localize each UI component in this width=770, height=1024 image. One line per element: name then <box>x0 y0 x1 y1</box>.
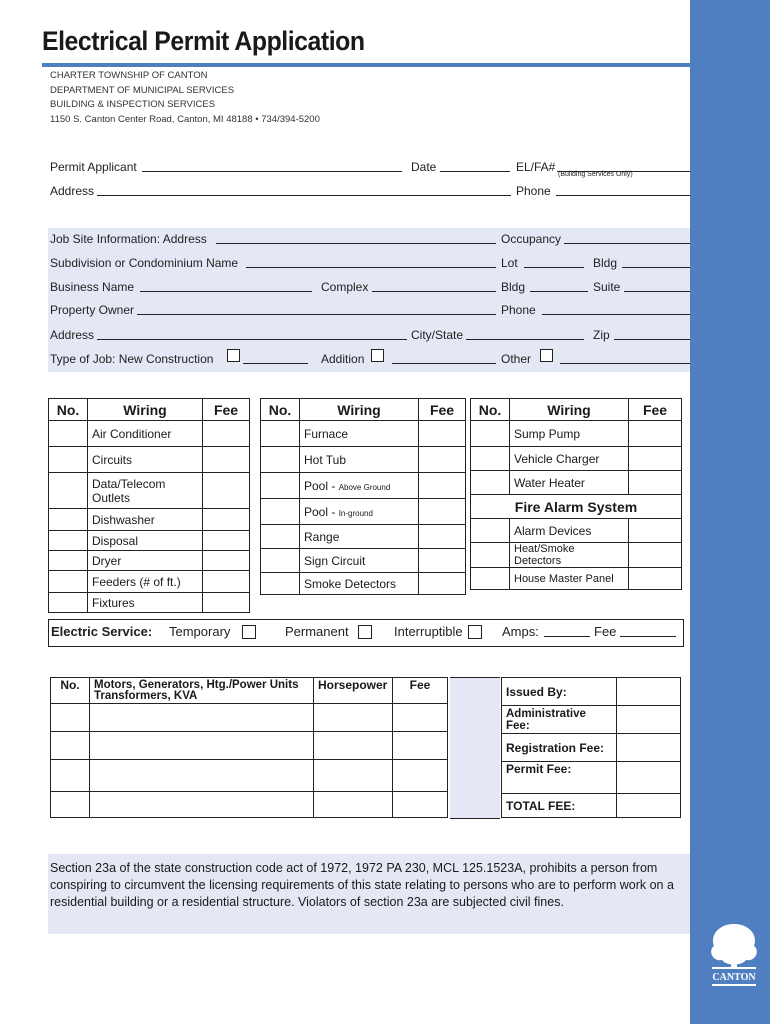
motors-fee-cell[interactable] <box>393 704 448 732</box>
fee-cell[interactable] <box>629 447 682 471</box>
elfa-label: EL/FA# <box>516 160 556 174</box>
wiring-item: Air Conditioner <box>88 421 203 447</box>
wiring-table-1 <box>48 398 250 613</box>
city-state-label: City/State <box>411 328 464 342</box>
subdivision-label: Subdivision or Condominium Name <box>50 256 239 270</box>
issued-by-field[interactable] <box>617 678 681 706</box>
permit-fee-field[interactable] <box>617 762 681 794</box>
no-cell[interactable] <box>471 519 510 543</box>
no-cell[interactable] <box>49 473 88 509</box>
horsepower-cell[interactable] <box>314 732 393 760</box>
wiring-table-2 <box>260 398 466 595</box>
wiring-header: Wiring <box>88 399 203 421</box>
org-line-4: 1150 S. Canton Center Road, Canton, MI 48188 • 734/394-5200 <box>50 114 320 125</box>
fee-cell[interactable] <box>203 473 250 509</box>
other-field[interactable] <box>560 363 690 364</box>
pool-prefix: Pool - <box>304 504 339 519</box>
no-cell[interactable] <box>49 593 88 613</box>
address-label: Address <box>50 184 95 198</box>
wiring-item: Circuits <box>88 447 203 473</box>
temporary-label: Temporary <box>169 624 231 639</box>
permit-fee-label: Permit Fee: <box>502 762 617 794</box>
motors-desc-line-1: Motors, Generators, Htg./Power Units <box>94 679 299 691</box>
interruptible-checkbox[interactable] <box>468 625 482 639</box>
wiring-item: Disposal <box>88 531 203 551</box>
fee-cell[interactable] <box>629 568 682 590</box>
motors-desc-cell[interactable] <box>90 704 314 732</box>
date-field[interactable] <box>440 171 510 172</box>
phone-field[interactable] <box>556 195 690 196</box>
wiring-item: Sign Circuit <box>300 549 419 573</box>
pool-type: Above Ground <box>338 482 391 492</box>
no-header: No. <box>471 399 510 421</box>
fees-table <box>501 677 681 818</box>
fee-cell[interactable] <box>203 531 250 551</box>
other-label: Other <box>501 352 532 366</box>
wiring-item: Furnace <box>300 421 419 447</box>
fee-cell[interactable] <box>629 543 682 568</box>
owner-phone-label: Phone <box>501 303 536 317</box>
horsepower-header: Horsepower <box>314 678 393 704</box>
motors-fee-header: Fee <box>393 678 448 704</box>
fee-cell[interactable] <box>419 573 466 595</box>
owner-label: Property Owner <box>50 303 135 317</box>
fee-shaded-column <box>450 677 500 819</box>
no-cell[interactable] <box>49 421 88 447</box>
occupancy-label: Occupancy <box>501 232 562 246</box>
city-state-field[interactable] <box>466 339 584 340</box>
wiring-item: Dryer <box>88 551 203 571</box>
no-cell[interactable] <box>471 447 510 471</box>
org-line-1: CHARTER TOWNSHIP OF CANTON <box>50 70 208 81</box>
fire-alarm-heading: Fire Alarm System <box>471 495 682 519</box>
bldg-field[interactable] <box>622 267 690 268</box>
canton-logo <box>704 918 764 988</box>
motors-desc-cell[interactable] <box>90 732 314 760</box>
motors-fee-cell[interactable] <box>393 760 448 792</box>
wiring-item: Dishwasher <box>88 509 203 531</box>
fee-cell[interactable] <box>203 509 250 531</box>
building-only-note: (Building Services Only) <box>558 171 633 178</box>
addition-field[interactable] <box>392 363 496 364</box>
blue-sidebar <box>690 0 770 1024</box>
no-cell[interactable] <box>471 471 510 495</box>
type-of-job-label: Type of Job: New Construction <box>50 352 214 366</box>
no-cell[interactable] <box>261 421 300 447</box>
wiring-header: Wiring <box>510 399 629 421</box>
admin-fee-label: Administrative Fee: <box>502 706 617 734</box>
new-construction-field[interactable] <box>243 363 308 364</box>
zip-field[interactable] <box>614 339 690 340</box>
no-cell[interactable] <box>49 531 88 551</box>
permit-applicant-field[interactable] <box>142 171 402 172</box>
wiring-item: Heat/Smoke Detectors <box>510 543 629 568</box>
horsepower-cell[interactable] <box>314 792 393 818</box>
interruptible-label: Interruptible <box>394 624 463 639</box>
job-site-label: Job Site Information: Address <box>50 232 207 246</box>
electric-service-label: Electric Service: <box>51 624 153 639</box>
suite-field[interactable] <box>624 291 690 292</box>
service-fee-label: Fee <box>594 624 617 639</box>
no-cell[interactable] <box>49 509 88 531</box>
no-header: No. <box>261 399 300 421</box>
page-title: Electrical Permit Application <box>42 26 365 56</box>
wiring-item: Alarm Devices <box>510 519 629 543</box>
total-fee-field[interactable] <box>617 794 681 818</box>
job-site-field[interactable] <box>216 243 496 244</box>
no-cell[interactable] <box>471 421 510 447</box>
horsepower-cell[interactable] <box>314 704 393 732</box>
fee-cell[interactable] <box>203 593 250 613</box>
wiring-table-3 <box>470 398 682 590</box>
fee-cell[interactable] <box>203 421 250 447</box>
fee-cell[interactable] <box>203 447 250 473</box>
pool-type: In-ground <box>338 508 373 518</box>
motors-desc-line-2: Transformers, KVA <box>94 690 198 702</box>
wiring-item: Data/Telecom Outlets <box>88 473 203 509</box>
occupancy-field[interactable] <box>564 243 690 244</box>
bldg2-label: Bldg <box>501 280 526 294</box>
wiring-item <box>300 473 419 499</box>
fee-header: Fee <box>203 399 250 421</box>
registration-fee-field[interactable] <box>617 734 681 762</box>
service-fee-field[interactable] <box>620 636 676 637</box>
job-address-label: Address <box>50 328 95 342</box>
motors-no-cell[interactable] <box>51 760 90 792</box>
pool-prefix: Pool - <box>304 478 339 493</box>
addition-label: Addition <box>321 352 365 366</box>
no-cell[interactable] <box>471 568 510 590</box>
wiring-item: House Master Panel <box>510 568 629 590</box>
wiring-header: Wiring <box>300 399 419 421</box>
amps-label: Amps: <box>502 624 539 639</box>
address-field[interactable] <box>97 195 511 196</box>
suite-label: Suite <box>593 280 621 294</box>
no-cell[interactable] <box>261 549 300 573</box>
permit-applicant-label: Permit Applicant <box>50 160 137 174</box>
wiring-item: Vehicle Charger <box>510 447 629 471</box>
fee-cell[interactable] <box>419 447 466 473</box>
motors-fee-cell[interactable] <box>393 792 448 818</box>
fee-cell[interactable] <box>419 499 466 525</box>
job-address-field[interactable] <box>97 339 407 340</box>
fee-cell[interactable] <box>629 471 682 495</box>
phone-label: Phone <box>516 184 551 198</box>
no-cell[interactable] <box>471 543 510 568</box>
no-header: No. <box>49 399 88 421</box>
total-fee-label: TOTAL FEE: <box>502 794 617 818</box>
horsepower-cell[interactable] <box>314 760 393 792</box>
no-cell[interactable] <box>261 473 300 499</box>
legal-notice <box>48 854 690 934</box>
bldg-label: Bldg <box>593 256 618 270</box>
owner-phone-field[interactable] <box>542 314 690 315</box>
fee-header: Fee <box>629 399 682 421</box>
wiring-item: Smoke Detectors <box>300 573 419 595</box>
new-construction-checkbox[interactable] <box>227 349 240 362</box>
legal-notice-text: Section 23a of the state construction code act of 1972, 1972 PA 230, MCL 125.1523A, prohibits a person from conspiring to circumvent the licensing requirements of this state relating to persons who are to perform work on a residential building or a residential structure. Violators of section 23a are subjected civil fines. <box>50 861 674 909</box>
no-cell[interactable] <box>261 525 300 549</box>
business-field[interactable] <box>140 291 312 292</box>
org-line-2: DEPARTMENT OF MUNICIPAL SERVICES <box>50 85 235 96</box>
motors-fee-cell[interactable] <box>393 732 448 760</box>
wiring-item: Hot Tub <box>300 447 419 473</box>
complex-label: Complex <box>321 280 369 294</box>
permanent-checkbox[interactable] <box>358 625 372 639</box>
motors-desc-header <box>90 678 314 704</box>
fee-header: Fee <box>419 399 466 421</box>
other-checkbox[interactable] <box>540 349 553 362</box>
fee-cell[interactable] <box>419 549 466 573</box>
lot-label: Lot <box>501 256 518 270</box>
no-cell[interactable] <box>261 573 300 595</box>
motors-no-header: No. <box>51 678 90 704</box>
fee-cell[interactable] <box>419 473 466 499</box>
fee-cell[interactable] <box>419 421 466 447</box>
fee-cell[interactable] <box>203 551 250 571</box>
bldg2-field[interactable] <box>530 291 588 292</box>
date-label: Date <box>411 160 437 174</box>
wiring-item <box>300 499 419 525</box>
no-cell[interactable] <box>49 447 88 473</box>
motors-no-cell[interactable] <box>51 704 90 732</box>
no-cell[interactable] <box>49 551 88 571</box>
fee-cell[interactable] <box>419 525 466 549</box>
owner-field[interactable] <box>137 314 496 315</box>
fee-cell[interactable] <box>203 571 250 593</box>
admin-fee-field[interactable] <box>617 706 681 734</box>
wiring-item: Feeders (# of ft.) <box>88 571 203 593</box>
motors-desc-cell[interactable] <box>90 792 314 818</box>
temporary-checkbox[interactable] <box>242 625 256 639</box>
no-cell[interactable] <box>261 499 300 525</box>
wiring-item: Range <box>300 525 419 549</box>
complex-field[interactable] <box>372 291 496 292</box>
wiring-item: Water Heater <box>510 471 629 495</box>
subdivision-field[interactable] <box>246 267 496 268</box>
addition-checkbox[interactable] <box>371 349 384 362</box>
motors-desc-cell[interactable] <box>90 760 314 792</box>
wiring-item: Fixtures <box>88 593 203 613</box>
issued-by-label: Issued By: <box>502 678 617 706</box>
registration-fee-label: Registration Fee: <box>502 734 617 762</box>
no-cell[interactable] <box>49 571 88 593</box>
fee-cell[interactable] <box>629 421 682 447</box>
org-line-3: BUILDING & INSPECTION SERVICES <box>50 99 216 110</box>
lot-field[interactable] <box>524 267 584 268</box>
job-site-band <box>48 228 690 372</box>
amps-field[interactable] <box>544 636 590 637</box>
business-label: Business Name <box>50 280 135 294</box>
no-cell[interactable] <box>261 447 300 473</box>
motors-no-cell[interactable] <box>51 732 90 760</box>
fee-cell[interactable] <box>629 519 682 543</box>
tree-icon <box>704 918 764 990</box>
title-rule <box>42 63 690 67</box>
logo-text: CANTON <box>712 972 756 983</box>
wiring-item: Sump Pump <box>510 421 629 447</box>
zip-label: Zip <box>593 328 610 342</box>
permanent-label: Permanent <box>285 624 349 639</box>
motors-no-cell[interactable] <box>51 792 90 818</box>
motors-table <box>50 677 448 818</box>
